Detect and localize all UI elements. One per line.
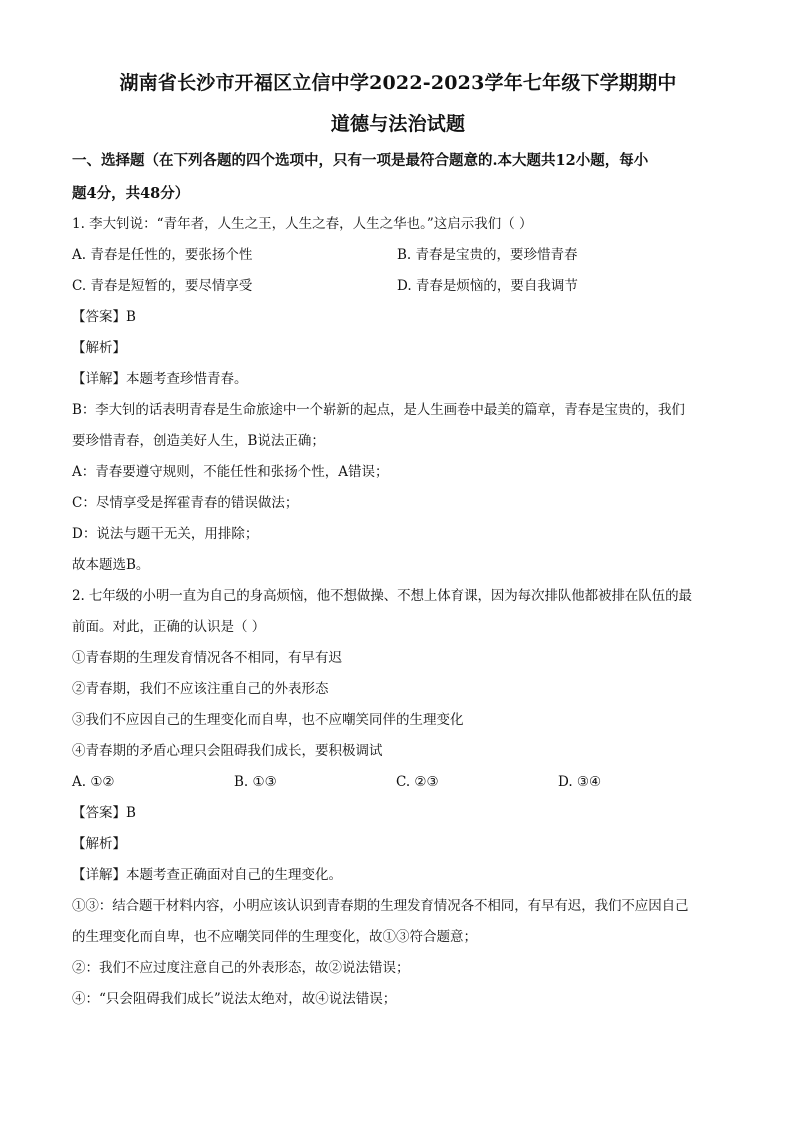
q2-analysis-label: 【解析】 [72,836,126,852]
q1-option-b: B. 青春是宝贵的，要珍惜青春 [397,247,578,263]
q2-statement-4: ④青春期的矛盾心理只会阻碍我们成长，要积极调试 [72,743,383,759]
q1-explanation-c: C：尽情享受是挥霍青春的错误做法； [72,495,299,511]
q1-options-row2 [72,271,724,302]
q2-detail: 【详解】本题考查正确面对自己的生理变化。 [72,867,342,883]
q1-detail: 【详解】本题考查珍惜青春。 [72,371,248,387]
q1-options-row1 [72,240,724,271]
q1-conclusion: 故本题选B。 [72,557,150,573]
q2-option-d: D. ③④ [558,774,602,790]
section-heading-line1: 一、选择题（在下列各题的四个选项中，只有一项是最符合题意的.本大题共12小题，每小 [72,152,649,169]
q1-explanation-d: D：说法与题干无关，用排除； [72,526,259,542]
section-heading-line2: 题4分，共48分） [72,185,190,202]
q1-option-a: A. 青春是任性的，要张扬个性 [72,247,253,263]
q1-explanation-a: A：青春要遵守规则，不能任性和张扬个性，A错误； [72,464,389,480]
q2-statement-3: ③我们不应因自己的生理变化而自卑，也不应嘲笑同伴的生理变化 [72,712,464,728]
q2-option-c: C. ②③ [396,774,439,790]
q2-options-row [72,767,724,798]
q1-explanation-b-line2: 要珍惜青春，创造美好人生，B说法正确； [72,433,325,449]
q1-analysis-label: 【解析】 [72,340,126,356]
q1-explanation-b-line1: B：李大钊的话表明青春是生命旅途中一个崭新的起点，是人生画卷中最美的篇章，青春是宝贵的，我们 [72,402,685,418]
exam-title-line1: 湖南省长沙市开福区立信中学2022-2023学年七年级下学期期中 [119,72,677,94]
q2-stem-line1: 2. 七年级的小明一直为自己的身高烦恼，他不想做操、不想上体育课，因为每次排队他都被排在队伍的最 [72,588,692,604]
q2-answer: 【答案】B [72,805,136,821]
q2-explanation-13-line1: ①③：结合题干材料内容，小明应该认识到青春期的生理发育情况各不相同，有早有迟，我们不应因自己 [72,898,689,914]
q1-option-d: D. 青春是烦恼的，要自我调节 [397,278,578,294]
q2-explanation-2: ②：我们不应过度注意自己的外表形态，故②说法错误； [72,960,410,976]
q1-answer: 【答案】B [72,309,136,325]
q2-stem-line2: 前面。对此，正确的认识是（ ） [72,619,266,635]
q1-stem: 1. 李大钊说：“青年者，人生之王，人生之春，人生之华也。”这启示我们（ ） [72,216,533,232]
q2-option-a: A. ①② [72,774,115,790]
q2-statement-2: ②青春期，我们不应该注重自己的外表形态 [72,681,329,697]
q2-explanation-4: ④：“只会阻碍我们成长”说法太绝对，故④说法错误； [72,991,397,1007]
q1-option-c: C. 青春是短暂的，要尽情享受 [72,278,253,294]
q2-option-b: B. ①③ [234,774,277,790]
q2-explanation-13-line2: 的生理变化而自卑，也不应嘲笑同伴的生理变化，故①③符合题意； [72,929,477,945]
q2-statement-1: ①青春期的生理发育情况各不相同，有早有迟 [72,650,342,666]
exam-title-line2: 道德与法治试题 [330,113,466,135]
